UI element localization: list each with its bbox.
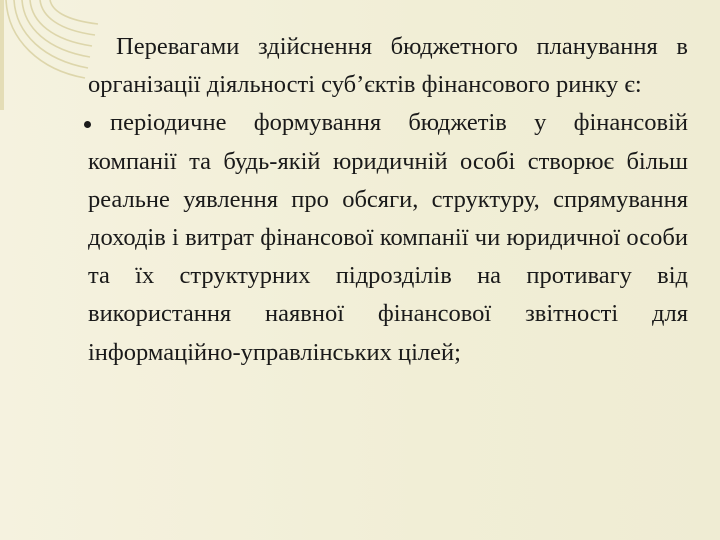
intro-paragraph: Перевагами здійснення бюджетного планування в організації діяльності суб’єктів фінансового ринку є:	[88, 33, 688, 99]
slide-body	[88, 28, 688, 372]
bullet-text: періодичне формування бюджетів у фінансовій компанії та будь-якій юридичній особі створює більш реальне уявлення про обсяги, структуру, спрямування доходів і витрат фінансової компанії чи юридичної особи та їх структурних підрозділів на противагу від використання наявної фінансової звітності для інформаційно-управлінських цілей;	[88, 109, 688, 366]
bullet-item	[88, 104, 688, 371]
